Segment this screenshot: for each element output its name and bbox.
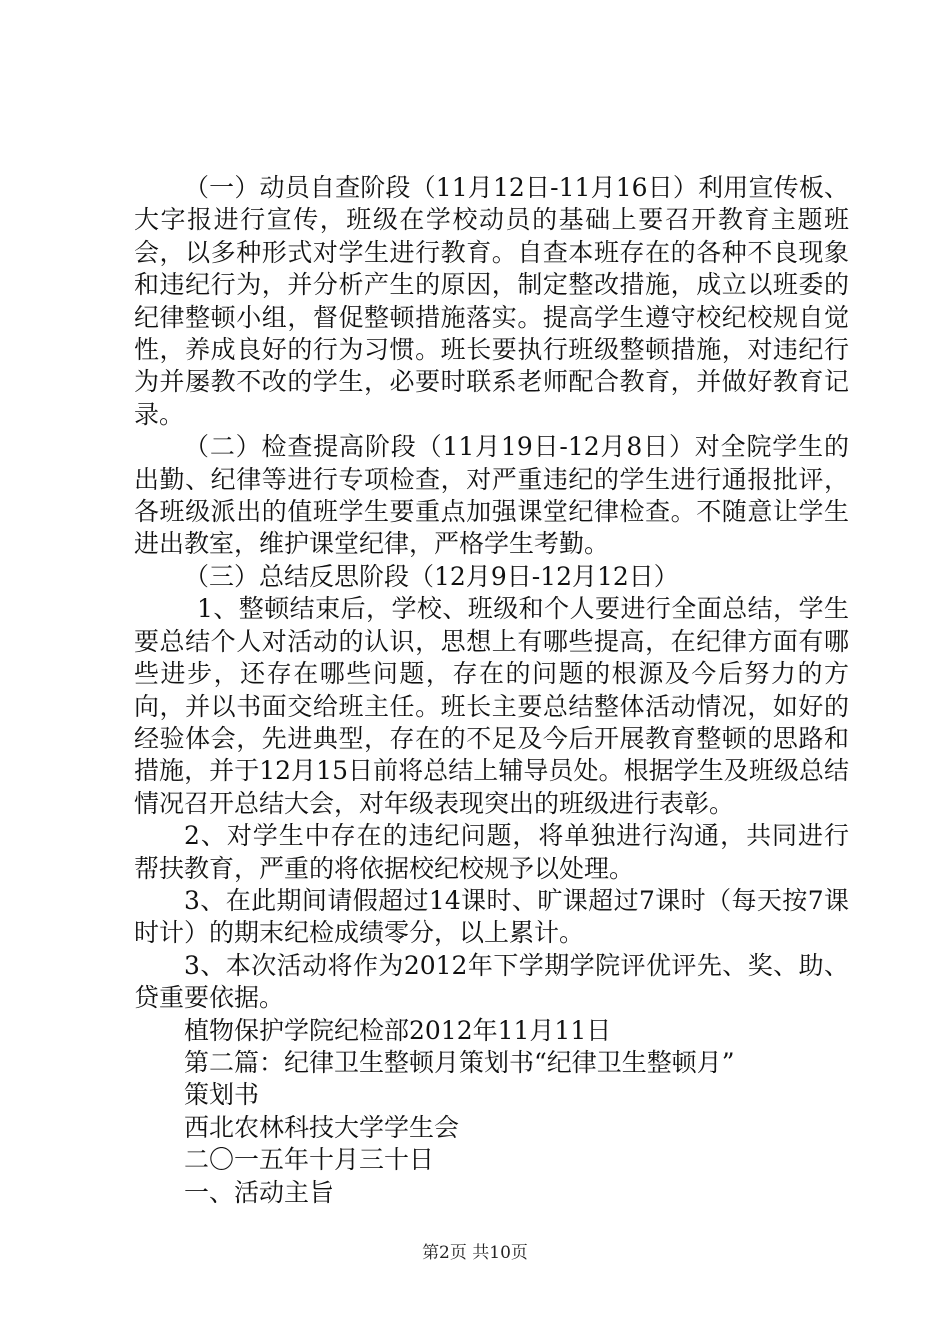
paragraph-item-1: 1、整顿结束后，学校、班级和个人要进行全面总结，学生要总结个人对活动的认识，思想上有哪些提高，在纪律方面有哪些进步，还存在哪些问题，存在的问题的根源及今后努力的方向，并以书面交给班主任。班长主要总结整体活动情况，如好的经验体会，先进典型，存在的不足及今后开展教育整顿的思路和措施，并于12月15日前将总结上辅导员处。根据学生及班级总结情况召开总结大会，对年级表现突出的班级进行表彰。 (134, 594, 849, 818)
section-subtitle: 策划书 (184, 1080, 260, 1110)
paragraph-item-3: 3、在此期间请假超过14课时、旷课超过7课时（每天按7课时计）的期末纪检成绩零分，以上累计。 (134, 885, 849, 948)
section-title: 第二篇：纪律卫生整顿月策划书“纪律卫生整顿月” (184, 1047, 735, 1077)
organization-name: 西北农林科技大学学生会 (184, 1112, 460, 1142)
paragraph-item-3b: 3、本次活动将作为2012年下学期学院评优评先、奖、助、贷重要依据。 (134, 950, 849, 1013)
paragraph-mobilization-stage: （一）动员自查阶段（11月12日-11月16日）利用宣传板、大字报进行宣传，班级在学校动员的基础上要召开教育主题班会，以多种形式对学生进行教育。自查本班存在的各种不良现象和违纪行为，并分析产生的原因，制定整改措施，成立以班委的纪律整顿小组，督促整顿措施落实。提高学生遵守校纪校规自觉性，养成良好的行为习惯。班长要执行班级整顿措施，对违纪行为并屡教不改的学生，必要时联系老师配合教育，并做好教育记录。 (134, 173, 849, 429)
document-date: 二〇一五年十月三十日 (184, 1145, 435, 1175)
signature-line: 植物保护学院纪检部2012年11月11日 (184, 1015, 612, 1045)
document-body (134, 172, 849, 1209)
activity-purpose-heading: 一、活动主旨 (184, 1177, 335, 1207)
page-number: 第2页 共10页 (422, 1243, 528, 1263)
paragraph-item-2: 2、对学生中存在的违纪问题，将单独进行沟通，共同进行帮扶教育，严重的将依据校纪校规予以处理。 (134, 821, 849, 883)
paragraph-summary-stage-heading: （三）总结反思阶段（12月9日-12月12日） (184, 561, 679, 591)
paragraph-inspection-stage: （二）检查提高阶段（11月19日-12月8日）对全院学生的出勤、纪律等进行专项检查，对严重违纪的学生进行通报批评，各班级派出的值班学生要重点加强课堂纪律检查。不随意让学生进出教室，维护课堂纪律，严格学生考勤。 (134, 432, 849, 559)
